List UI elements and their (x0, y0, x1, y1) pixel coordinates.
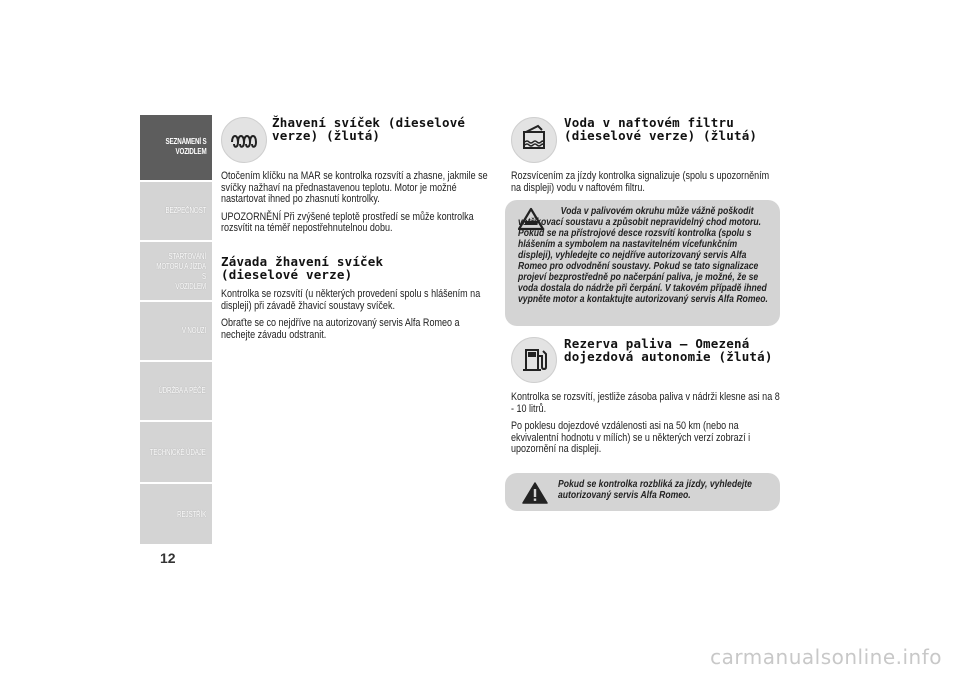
section-body (511, 392, 782, 462)
tab-seznameni-s-vozidlem[interactable] (140, 115, 212, 180)
tab-label: SEZNÁMENÍ S VOZIDLEM (165, 137, 206, 156)
warning-text: Pokud se kontrolka rozbliká za jízdy, vyhledejte autorizovaný servis Alfa Romeo. (558, 478, 752, 501)
tab-label: BEZPEČNOST (165, 206, 206, 215)
section-title: Voda v naftovém filtru (dieselové verze) (žlutá) (564, 115, 758, 143)
section-body (511, 171, 782, 200)
fuel-reserve-icon (511, 337, 557, 383)
paragraph: Kontrolka se rozsvítí, jestliže zásoba paliva v nádrži klesne asi na 8 - 10 litrů. (511, 391, 780, 415)
tab-label: STARTOVÁNÍ MOTORU A JÍZDA S VOZIDLEM (156, 252, 206, 291)
section-body (221, 289, 492, 347)
tab-startovani[interactable] (140, 242, 212, 300)
warning-text: Voda v palivovém okruhu může vážně poškodit vstřikovací soustavu a způsobit nepravidelný chod motoru. Pokud se na přístrojové desce rozsvítí kontrolka (spolu s hlášením a symbolem na nastavitelném vícefunkčním displeji), vyhledejte co nejdříve autorizovaný servis Alfa Romeo pro odvodnění soustavy. Pokud se tato signalizace projeví bezprostředně po načerpání paliva, je možné, že se voda dostala do nádrže při čerpání. V takovém případě ihned vypněte motor a kontaktujte autorizovaný servis Alfa Romeo. (518, 205, 768, 305)
warning-triangle-icon (522, 481, 548, 505)
tab-label: REJSTŘÍK (177, 510, 206, 519)
tab-label: TECHNICKÉ ÚDAJE (150, 448, 206, 457)
water-in-fuel-icon (511, 117, 557, 163)
watermark: carmanualsonline.info (710, 645, 942, 669)
paragraph: Otočením klíčku na MAR se kontrolka rozsvítí a zhasne, jakmile se svíčky nažhaví na přednastavenou teplotu. Motor je možné nastartovat ihned po zhasnutí kontrolky. (221, 170, 488, 205)
tab-technicke-udaje[interactable] (140, 422, 212, 482)
paragraph: Obraťte se co nejdříve na autorizovaný servis Alfa Romeo a nechejte závadu odstranit. (221, 317, 460, 341)
section-title: Žhavení svíček (dieselové verze) (žlutá) (272, 115, 466, 143)
paragraph: Kontrolka se rozsvítí (u některých provedení spolu s hlášením na displeji) při závadě žhavicí soustavy svíček. (221, 288, 481, 312)
paragraph: Po poklesu dojezdové vzdálenosti asi na 50 km (nebo na ekvivalentní hodnotu v mílích) se u některých verzí zobrazí i upozornění na displeji. (511, 420, 751, 455)
tab-udrzba-a-pece[interactable] (140, 362, 212, 420)
tab-v-nouzi[interactable] (140, 302, 212, 360)
tab-rejstrik[interactable] (140, 484, 212, 544)
section-body (221, 171, 492, 241)
paragraph: Rozsvícením za jízdy kontrolka signalizuje (spolu s upozorněním na displeji) vodu v naftovém filtru. (511, 170, 770, 194)
glow-plug-icon (221, 117, 267, 163)
section-title: Rezerva paliva – Omezená dojezdová autonomie (žlutá) (564, 336, 773, 364)
note-paragraph: UPOZORNĚNÍ Při zvýšené teplotě prostředí se může kontrolka rozsvítit na téměř nepostřehnutelnou dobu. (221, 210, 474, 234)
tab-bezpecnost[interactable] (140, 182, 212, 240)
tab-label: V NOUZI (181, 326, 206, 335)
tab-label: ÚDRŽBA A PÉČE (158, 386, 206, 395)
page-number: 12 (160, 550, 176, 566)
section-title: Závada žhavení svíček (dieselové verze) (221, 254, 384, 282)
